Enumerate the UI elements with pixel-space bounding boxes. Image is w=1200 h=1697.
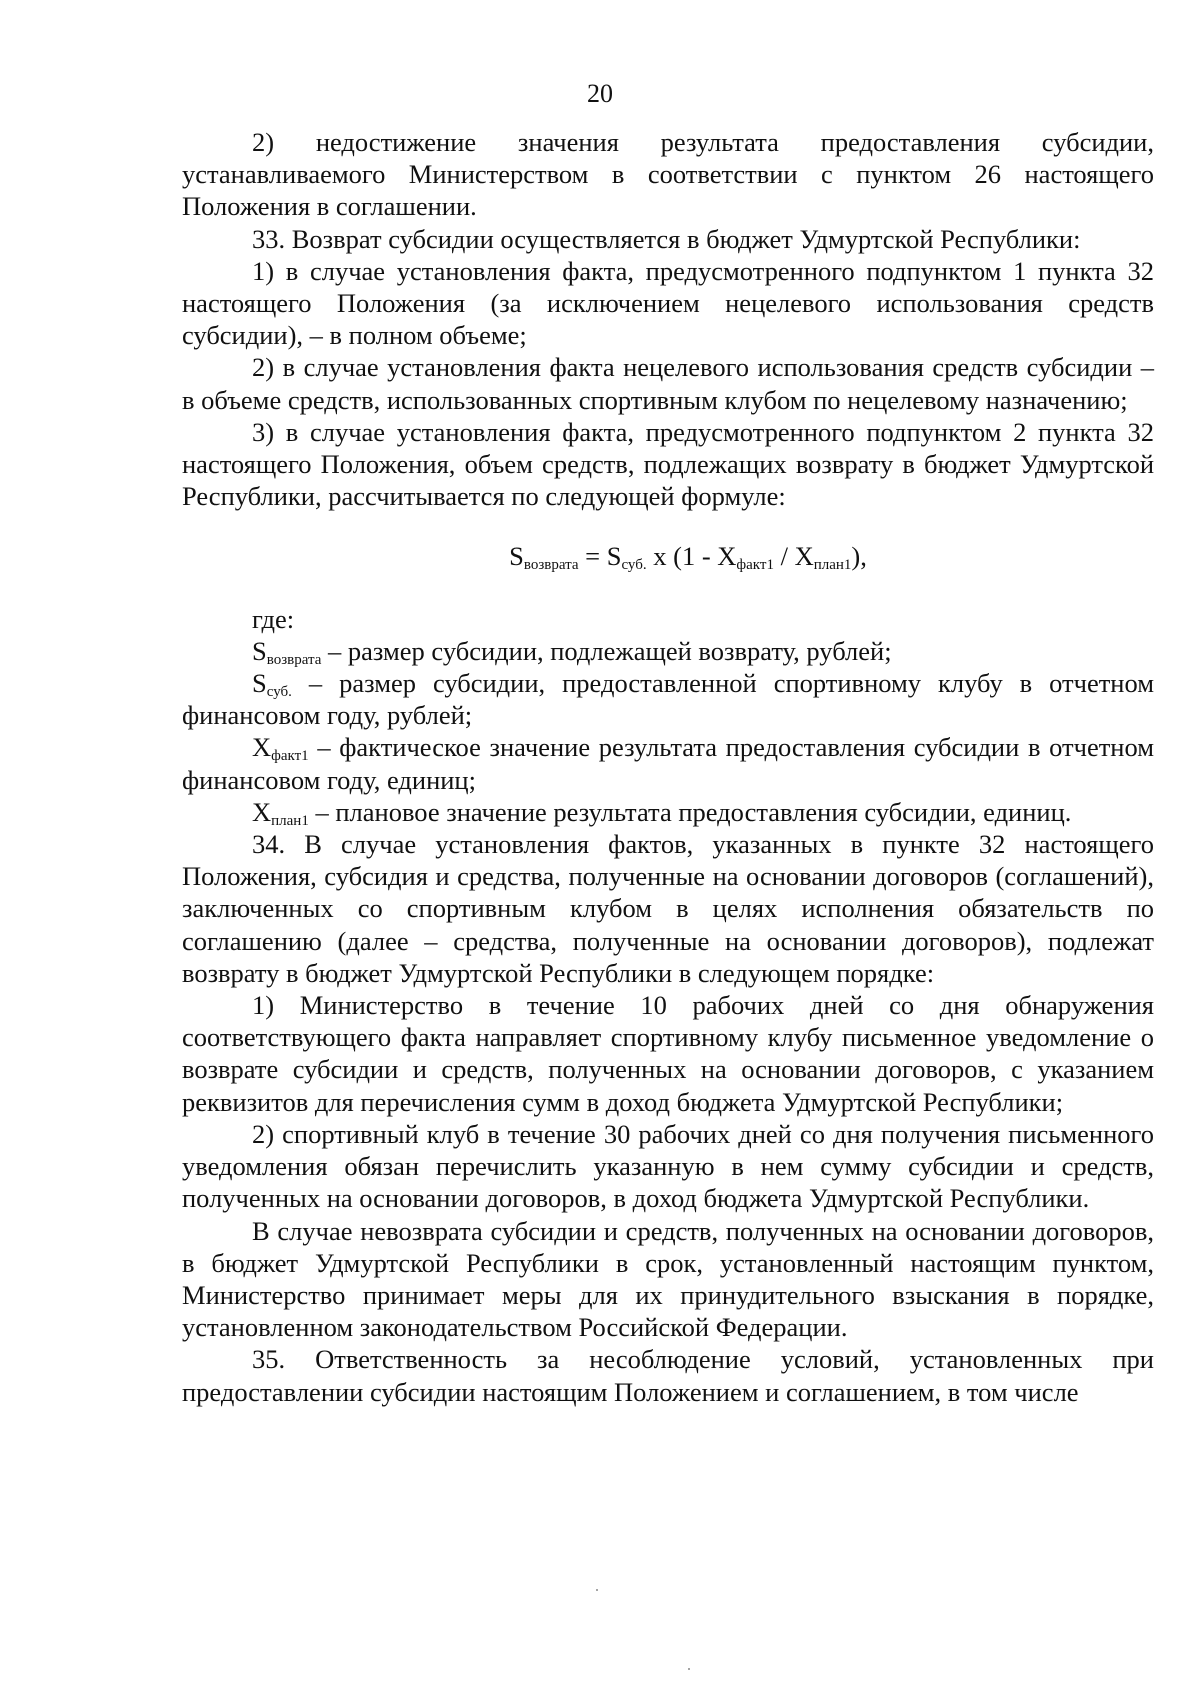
formula-s-sub: возврата — [523, 557, 579, 574]
paragraph-33-item-1: 1) в случае установления факта, предусмотренного подпунктом 1 пункта 32 настоящего Положения (за исключением нецелевого использования средств субсидии), – в полном объеме; — [182, 255, 1154, 351]
def-symbol: X — [252, 732, 272, 763]
paragraph-35: 35. Ответственность за несоблюдение условий, установленных при предоставлении субсидии настоящим Положением и соглашением, в том числе — [182, 1344, 1154, 1407]
scan-speck — [688, 1668, 690, 1670]
paragraph-33-item-3: 3) в случае установления факта, предусмотренного подпунктом 2 пункта 32 настоящего Положения, объем средств, подлежащих возврату в бюджет Удмуртской Республики, рассчитывается по следующей формуле: — [182, 416, 1154, 512]
document-body — [182, 126, 1154, 1408]
where-label: где: — [252, 603, 295, 634]
formula-xplan-sub: план1 — [813, 557, 852, 574]
def-text: – плановое значение результата предоставления субсидии, единиц. — [308, 796, 1072, 827]
def-subscript: факт1 — [271, 748, 309, 765]
paragraph-34-item-1: 1) Министерство в течение 10 рабочих дней со дня обнаружения соответствующего факта направляет спортивному клубу письменное уведомление о возврате субсидии и средств, полученных на основании договоров, с указанием реквизитов для перечисления сумм в доход бюджета Удмуртской Республики; — [182, 990, 1154, 1117]
formula-s: S — [509, 541, 524, 572]
def-text: – размер субсидии, предоставленной спортивному клубу в отчетном финансовом году, рублей; — [182, 668, 1154, 731]
def-symbol: S — [252, 668, 267, 699]
def-subscript: суб. — [266, 683, 292, 700]
def-text: – размер субсидии, подлежащей возврату, рублей; — [321, 635, 892, 666]
def-text: – фактическое значение результата предоставления субсидии в отчетном финансовом году, единиц; — [182, 732, 1154, 795]
paragraph-33: 33. Возврат субсидии осуществляется в бюджет Удмуртской Республики: — [252, 223, 1081, 254]
formula-eq: = S — [578, 541, 622, 572]
page-number: 20 — [587, 79, 613, 108]
paragraph-item-2: 2) недостижение значения результата предоставления субсидии, устанавливаемого Министерством в соответствии с пунктом 26 настоящего Положения в соглашении. — [182, 127, 1154, 222]
def-symbol: X — [252, 796, 272, 827]
paragraph-34: 34. В случае установления фактов, указанных в пункте 32 настоящего Положения, субсидия и средства, полученные на основании договоров (соглашений), заключенных со спортивным клубом в целях исполнения обязательств по соглашению (далее – средства, полученные на основании договоров), подлежат возврату в бюджет Удмуртской Республики в следующем порядке: — [182, 829, 1154, 988]
definition-s-sub — [182, 667, 1154, 731]
def-subscript: план1 — [271, 812, 309, 829]
definition-x-plan — [182, 796, 1154, 828]
paragraph-34-item-2: 2) спортивный клуб в течение 30 рабочих дней со дня получения письменного уведомления обязан перечислить указанную в нем сумму субсидии и средств, полученных на основании договоров, в доход бюджета Удмуртской Республики. — [182, 1118, 1154, 1214]
paragraph-34-non-return: В случае невозврата субсидии и средств, полученных на основании договоров, в бюджет Удмуртской Республики в срок, установленный настоящим пунктом, Министерство принимает меры для их принудительного взыскания в порядке, установленном законодательством Российской Федерации. — [182, 1215, 1154, 1343]
formula-mid: x (1 - X — [646, 541, 737, 572]
definition-s-return — [182, 635, 1154, 667]
refund-formula — [182, 540, 1154, 572]
definition-x-fact — [182, 731, 1154, 795]
formula-xfact-sub: факт1 — [736, 557, 774, 574]
formula-slash: / X — [773, 541, 814, 572]
def-symbol: S — [252, 635, 267, 666]
def-subscript: возврата — [266, 651, 322, 668]
formula-ssub-sub: суб. — [621, 557, 647, 574]
formula-end: ), — [851, 541, 867, 572]
paragraph-33-item-2: 2) в случае установления факта нецелевого использования средств субсидии – в объеме средств, использованных спортивным клубом по нецелевому назначению; — [182, 352, 1154, 415]
scan-speck — [596, 1589, 598, 1591]
